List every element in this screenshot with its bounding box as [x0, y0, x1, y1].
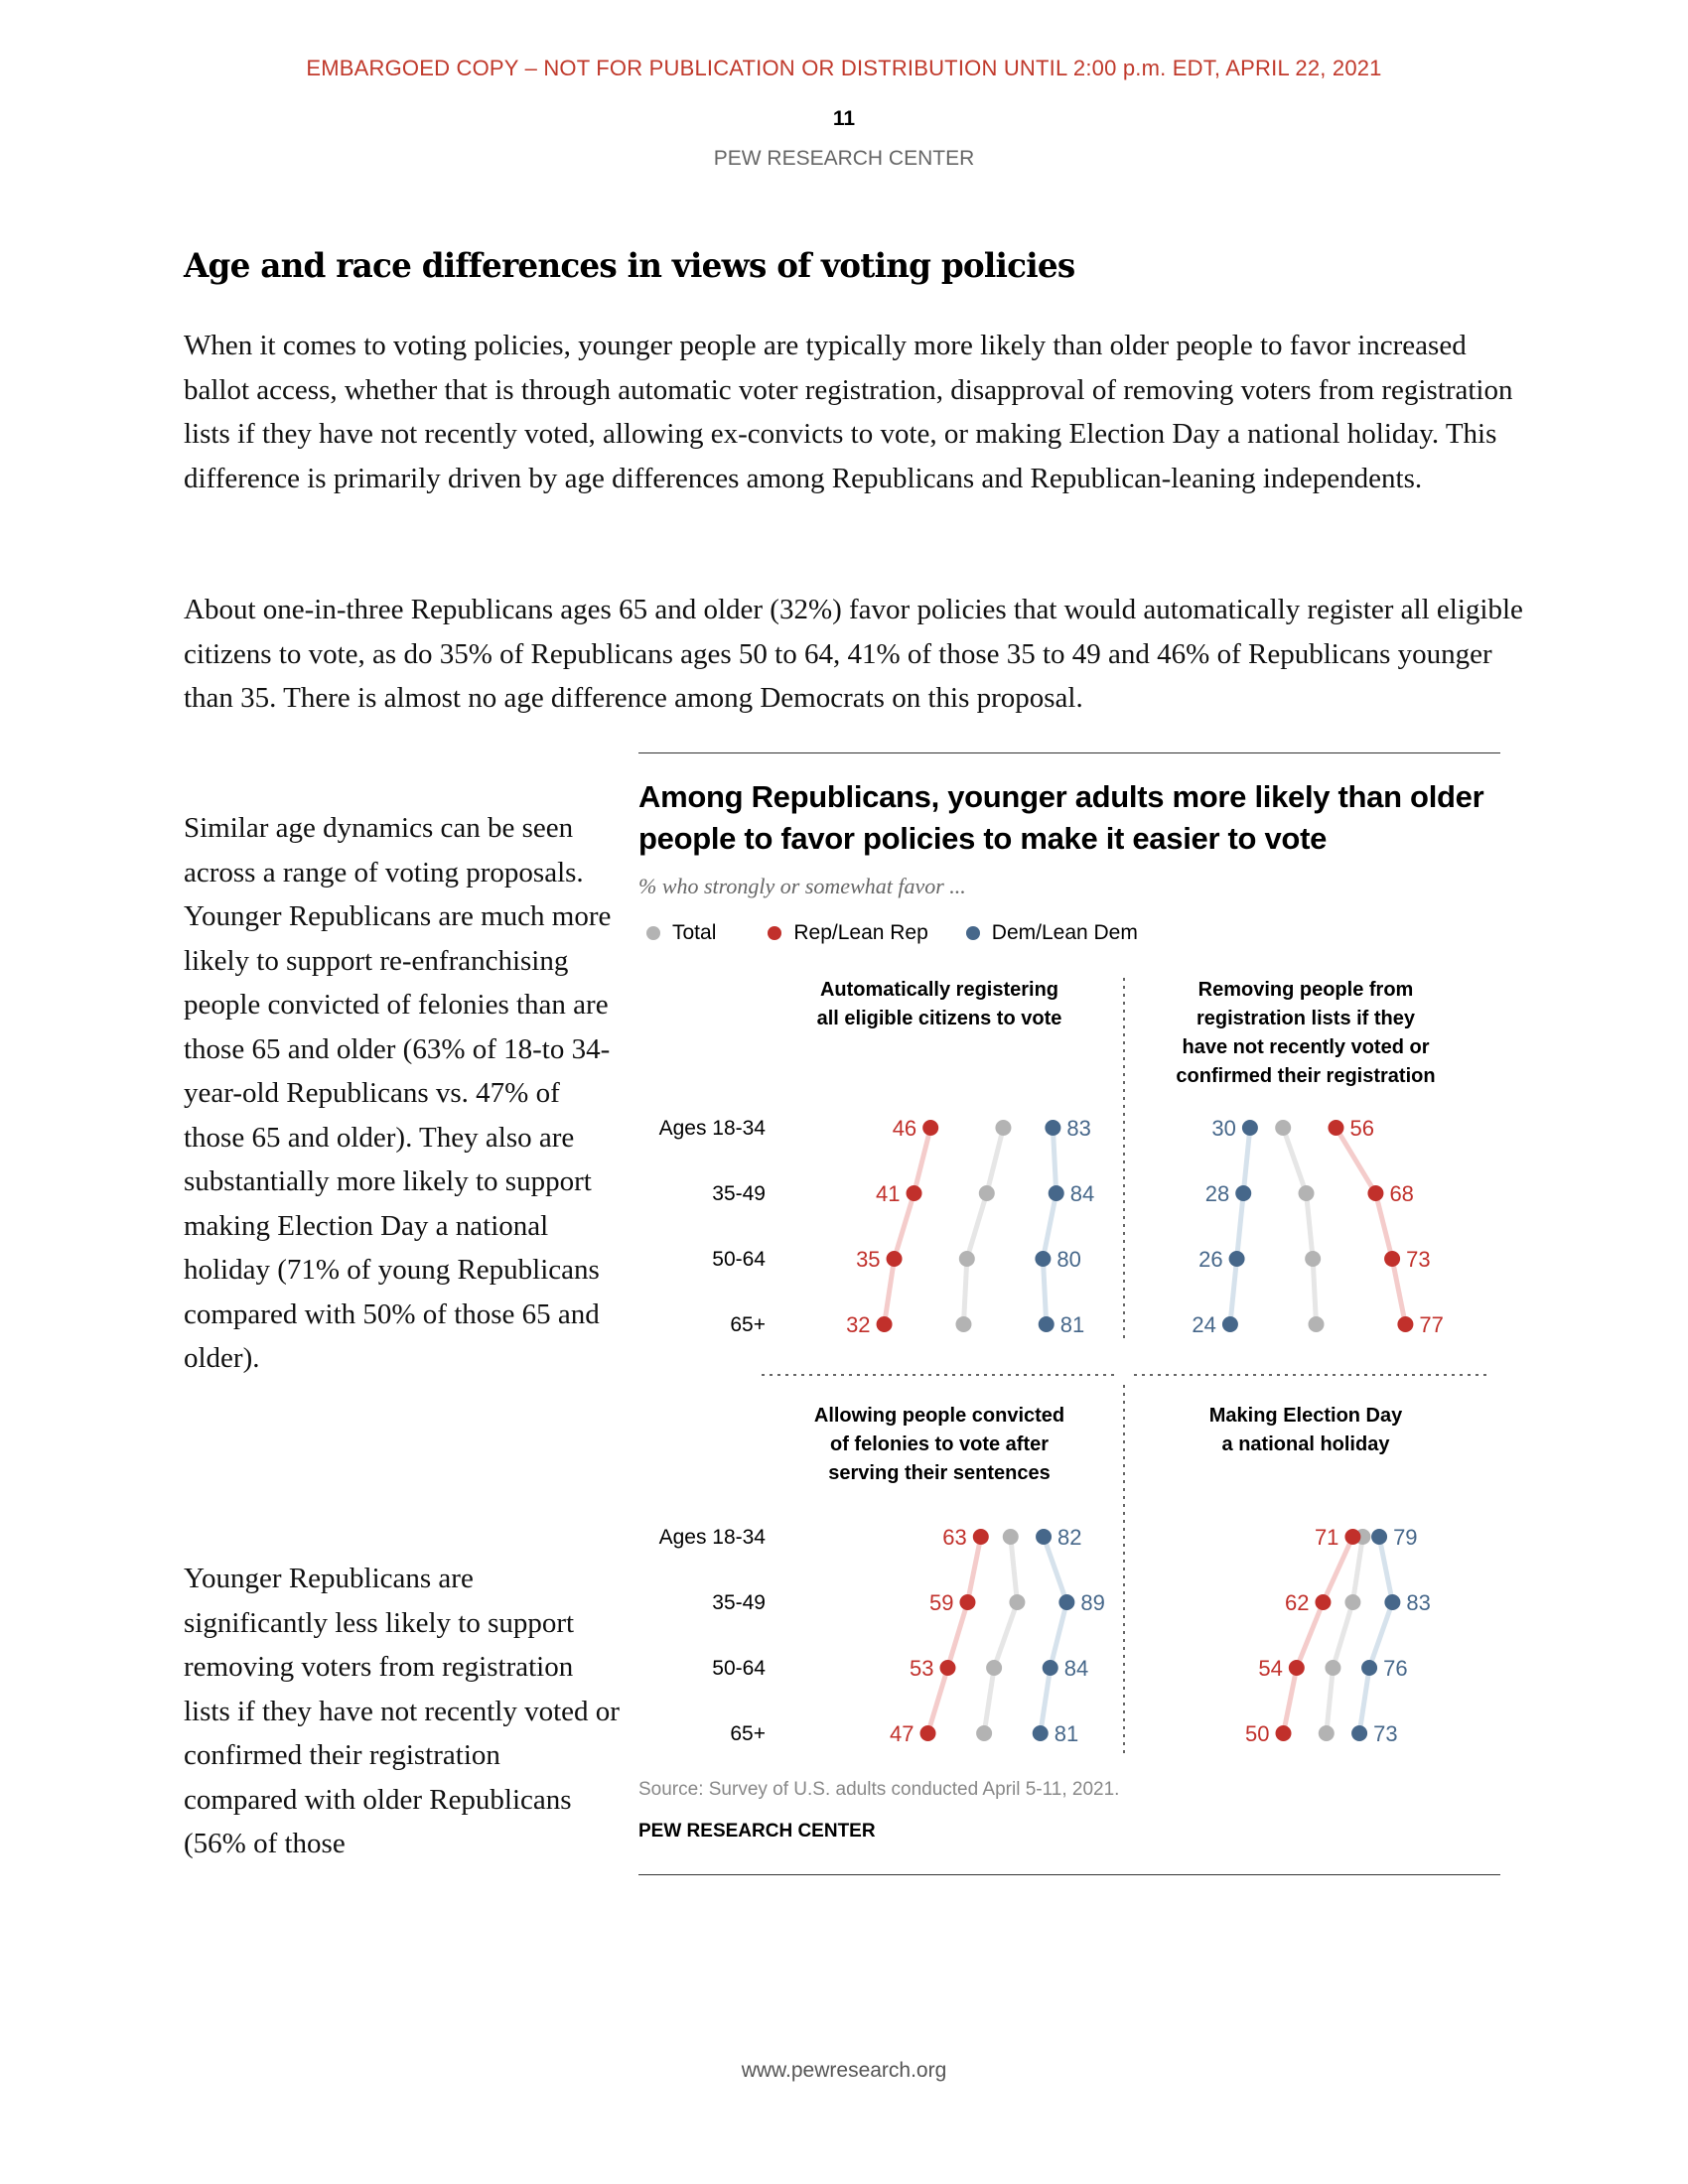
data-point-rep-lean-rep — [1276, 1725, 1292, 1741]
data-label: 50 — [1245, 1721, 1270, 1746]
panel-title: Automatically registering — [819, 979, 1059, 1001]
data-point-dem-lean-dem — [1351, 1725, 1367, 1741]
panel-title: registration lists if they — [1196, 1008, 1416, 1029]
data-point-rep-lean-rep — [1328, 1120, 1343, 1136]
data-label: 41 — [876, 1181, 901, 1206]
data-point-rep-lean-rep — [1397, 1316, 1413, 1332]
data-label: 26 — [1198, 1247, 1223, 1272]
data-point-dem-lean-dem — [1242, 1120, 1258, 1136]
panel-title: of felonies to vote after — [829, 1433, 1050, 1455]
embargo-notice: EMBARGOED COPY – NOT FOR PUBLICATION OR DISTRIBUTION UNTIL 2:00 p.m. EDT, APRIL 22, 2021 — [306, 56, 1382, 80]
data-point-rep-lean-rep — [959, 1594, 975, 1610]
series-connector — [1333, 1602, 1352, 1668]
footer-url[interactable]: www.pewresearch.org — [741, 2059, 947, 2082]
row-label: Ages 18-34 — [658, 1117, 766, 1140]
data-label: 47 — [890, 1721, 914, 1746]
series-connector — [885, 1259, 895, 1324]
data-point-rep-lean-rep — [877, 1316, 893, 1332]
chart-panel-3 — [659, 1405, 1105, 1746]
data-point-total — [986, 1660, 1002, 1676]
row-label: 35-49 — [712, 1591, 766, 1614]
data-label: 62 — [1284, 1590, 1310, 1615]
data-point-total — [959, 1251, 975, 1267]
data-label: 35 — [856, 1247, 881, 1272]
data-point-total — [995, 1120, 1011, 1136]
data-point-dem-lean-dem — [1033, 1725, 1049, 1741]
data-point-total — [1319, 1725, 1335, 1741]
data-point-rep-lean-rep — [920, 1725, 936, 1741]
legend-label: Total — [672, 921, 717, 944]
data-point-rep-lean-rep — [973, 1529, 989, 1545]
data-point-total — [1325, 1660, 1340, 1676]
series-connector — [1392, 1259, 1405, 1324]
panel-title: have not recently voted or — [1182, 1036, 1430, 1058]
series-connector — [1352, 1537, 1362, 1602]
data-label: 82 — [1057, 1525, 1082, 1550]
panel-title: confirmed their registration — [1176, 1065, 1436, 1087]
data-label: 77 — [1419, 1312, 1444, 1337]
paragraph-age-dynamics: Similar age dynamics can be seen across a range of voting proposals. Younger Republicans are much more likely to support re-enfranchising people convicted of felonies than are those 65 and older (63% of 18-to 34-year-old Republicans vs. 47% of those 65 and older). They also are substantially more likely to support making Election Day a national holiday (71% of young Republicans compared with 50% of those 65 and older). — [184, 812, 612, 1374]
series-connector — [987, 1128, 1004, 1193]
header-organization: PEW RESEARCH CENTER — [713, 147, 975, 170]
series-connector — [1243, 1128, 1250, 1193]
series-connector — [967, 1537, 980, 1602]
data-label: 84 — [1063, 1656, 1089, 1681]
series-connector — [967, 1193, 987, 1259]
data-point-rep-lean-rep — [1289, 1660, 1305, 1676]
data-point-dem-lean-dem — [1384, 1594, 1400, 1610]
data-point-dem-lean-dem — [1036, 1529, 1052, 1545]
panel-title: a national holiday — [1221, 1433, 1390, 1455]
data-point-total — [955, 1316, 971, 1332]
data-point-rep-lean-rep — [1344, 1529, 1360, 1545]
chart-title: Among Republicans, younger adults more likely than older people to favor policies to make it easier to vote — [638, 779, 1484, 856]
series-connector — [963, 1259, 966, 1324]
data-point-rep-lean-rep — [887, 1251, 903, 1267]
series-connector — [1313, 1259, 1316, 1324]
row-label: 50-64 — [712, 1248, 766, 1271]
data-label: 68 — [1389, 1181, 1414, 1206]
paragraph-intro: When it comes to voting policies, younger people are typically more likely than older people to favor increased ballot access, whether that is through automatic voter registration, disapproval of removing voters from registration lists if they have not recently voted, allowing ex-convicts to vote, or making Election Day a national holiday. This difference is primarily driven by age differences among Republicans and Republican-leaning independents. — [184, 330, 1513, 494]
data-label: 54 — [1258, 1656, 1283, 1681]
row-label: Ages 18-34 — [658, 1526, 766, 1549]
page-number: 11 — [832, 107, 856, 130]
data-point-total — [1275, 1120, 1291, 1136]
data-label: 84 — [1069, 1181, 1095, 1206]
chart-credit: PEW RESEARCH CENTER — [638, 1821, 876, 1842]
series-connector — [1359, 1668, 1369, 1733]
data-label: 30 — [1211, 1116, 1236, 1141]
section-heading: Age and race differences in views of voting policies — [184, 246, 1075, 286]
chart-subtitle: % who strongly or somewhat favor ... — [638, 874, 966, 898]
data-label: 59 — [928, 1590, 954, 1615]
data-point-total — [1305, 1251, 1321, 1267]
data-point-dem-lean-dem — [1045, 1120, 1060, 1136]
data-point-rep-lean-rep — [1315, 1594, 1331, 1610]
data-point-total — [1344, 1594, 1360, 1610]
panel-title: serving their sentences — [828, 1462, 1051, 1484]
series-connector — [1011, 1537, 1018, 1602]
panel-title: all eligible citizens to vote — [816, 1008, 1062, 1029]
data-point-total — [1003, 1529, 1019, 1545]
row-label: 50-64 — [712, 1657, 766, 1680]
data-label: 73 — [1406, 1247, 1431, 1272]
data-label: 73 — [1373, 1721, 1398, 1746]
legend-label: Dem/Lean Dem — [991, 921, 1138, 944]
data-label: 63 — [942, 1525, 967, 1550]
data-label: 79 — [1393, 1525, 1418, 1550]
data-label: 80 — [1056, 1247, 1081, 1272]
row-label: 35-49 — [712, 1182, 766, 1205]
legend-label: Rep/Lean Rep — [793, 921, 928, 944]
series-connector — [1230, 1259, 1237, 1324]
data-point-dem-lean-dem — [1058, 1594, 1074, 1610]
data-label: 56 — [1349, 1116, 1374, 1141]
series-connector — [1379, 1537, 1392, 1602]
data-point-total — [976, 1725, 992, 1741]
chart-panel-4 — [1209, 1405, 1431, 1746]
series-connector — [1284, 1668, 1297, 1733]
data-point-total — [1009, 1594, 1025, 1610]
row-label: 65+ — [730, 1313, 766, 1336]
panel-title: Allowing people convicted — [813, 1405, 1065, 1427]
data-point-rep-lean-rep — [939, 1660, 955, 1676]
series-connector — [1283, 1128, 1306, 1193]
data-label: 46 — [892, 1116, 917, 1141]
data-label: 81 — [1054, 1721, 1079, 1746]
series-connector — [994, 1602, 1017, 1668]
data-point-rep-lean-rep — [922, 1120, 938, 1136]
series-connector — [1237, 1193, 1244, 1259]
data-point-dem-lean-dem — [1361, 1660, 1377, 1676]
data-point-dem-lean-dem — [1229, 1251, 1245, 1267]
data-point-total — [979, 1185, 995, 1201]
chart-bottom-rule — [638, 1874, 1500, 1875]
data-point-dem-lean-dem — [1371, 1529, 1387, 1545]
data-point-rep-lean-rep — [907, 1185, 922, 1201]
data-label: 24 — [1192, 1312, 1216, 1337]
chart-panel-1 — [659, 979, 1095, 1337]
series-connector — [1307, 1193, 1314, 1259]
data-point-dem-lean-dem — [1039, 1316, 1055, 1332]
data-point-dem-lean-dem — [1049, 1185, 1064, 1201]
data-label: 32 — [846, 1312, 871, 1337]
data-point-dem-lean-dem — [1222, 1316, 1238, 1332]
series-connector — [1043, 1259, 1046, 1324]
data-label: 28 — [1204, 1181, 1230, 1206]
series-connector — [984, 1668, 994, 1733]
data-label: 83 — [1066, 1116, 1091, 1141]
chart-source: Source: Survey of U.S. adults conducted April 5-11, 2021. — [638, 1779, 1120, 1800]
data-point-rep-lean-rep — [1384, 1251, 1400, 1267]
data-point-dem-lean-dem — [1035, 1251, 1051, 1267]
panel-title: Making Election Day — [1208, 1405, 1403, 1427]
data-label: 81 — [1059, 1312, 1085, 1337]
series-connector — [1041, 1668, 1051, 1733]
data-label: 71 — [1314, 1525, 1339, 1550]
paragraph-automatic-registration: About one-in-three Republicans ages 65 and older (32%) favor policies that would automatically register all eligible citizens to vote, as do 35% of Republicans ages 50 to 64, 41% of those 35 to 49 and 46% of Republicans younger than 35. There is almost no age difference among Democrats on this proposal. — [184, 594, 1523, 714]
series-connector — [1043, 1193, 1055, 1259]
series-connector — [1327, 1668, 1334, 1733]
data-point-rep-lean-rep — [1367, 1185, 1383, 1201]
data-point-dem-lean-dem — [1235, 1185, 1251, 1201]
series-connector — [1053, 1128, 1055, 1193]
data-point-dem-lean-dem — [1043, 1660, 1058, 1676]
data-point-total — [1309, 1316, 1325, 1332]
data-label: 83 — [1406, 1590, 1431, 1615]
row-label: 65+ — [730, 1722, 766, 1745]
data-label: 76 — [1383, 1656, 1408, 1681]
panel-title: Removing people from — [1197, 979, 1414, 1001]
data-label: 53 — [910, 1656, 934, 1681]
data-label: 89 — [1080, 1590, 1105, 1615]
paragraph-removing-voters: Younger Republicans are significantly less likely to support removing voters from registration lists if they have not recently voted or confirmed their registration compared with older Republicans (56% of those — [184, 1563, 620, 1859]
chart-panel-2 — [1176, 979, 1443, 1337]
data-point-total — [1299, 1185, 1315, 1201]
